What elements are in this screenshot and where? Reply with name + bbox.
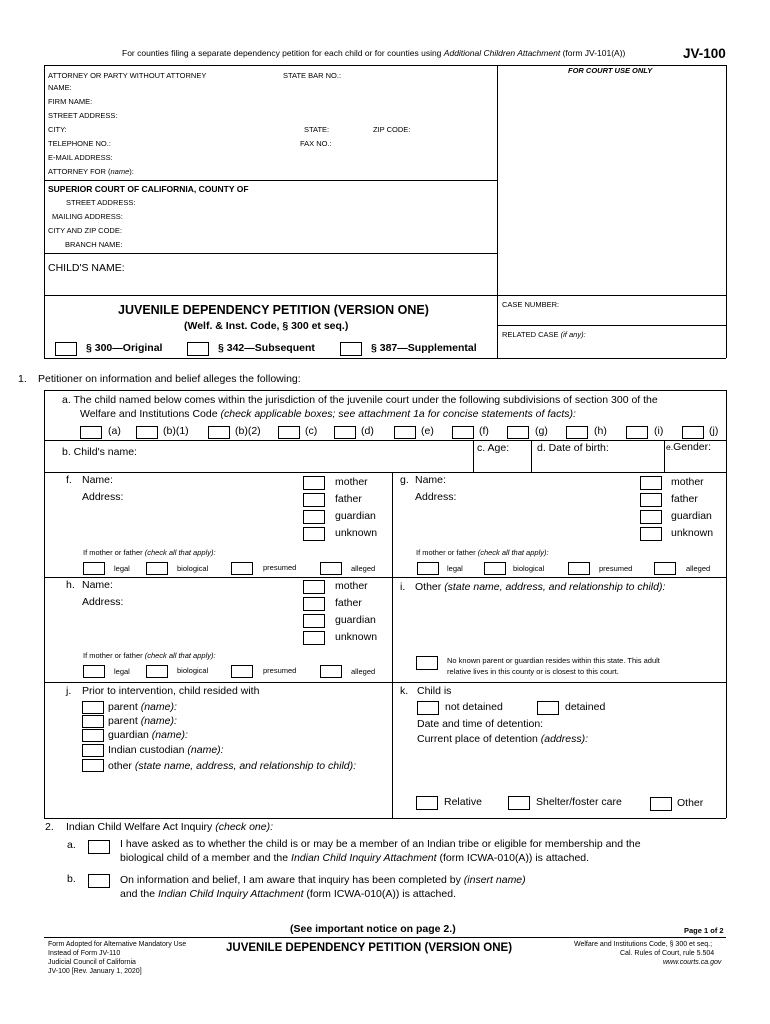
relative-checkbox[interactable]	[416, 796, 438, 810]
divider	[497, 65, 498, 358]
court-use-label: FOR COURT USE ONLY	[568, 66, 653, 75]
subdivision-a-label: (a)	[108, 425, 121, 437]
state-field[interactable]: STATE:	[304, 125, 330, 134]
f-legal-label: legal	[114, 564, 130, 573]
divider	[44, 390, 726, 391]
item1-text: Petitioner on information and belief alleges the following:	[38, 373, 301, 385]
item1f-address-field[interactable]: Address:	[82, 491, 124, 503]
divider	[473, 440, 474, 472]
divider	[531, 440, 532, 472]
item2b-line1[interactable]: On information and belief, I am aware that inquiry has been completed by (insert name)	[120, 874, 526, 886]
no-parent-checkbox[interactable]	[416, 656, 438, 670]
subdivision-j-checkbox[interactable]	[682, 426, 704, 439]
item2-number: 2.	[45, 821, 54, 833]
fax-field[interactable]: FAX NO.:	[300, 139, 332, 148]
divider	[726, 390, 727, 818]
item1f-letter: f.	[66, 474, 72, 486]
h-father-label: father	[335, 597, 362, 609]
f-if-parent-note: If mother or father (check all that apply):	[83, 548, 216, 557]
item1-number: 1.	[18, 373, 27, 385]
subdivision-f-checkbox[interactable]	[452, 426, 474, 439]
divider	[664, 440, 665, 472]
h-biological-checkbox[interactable]	[146, 665, 168, 678]
state-bar-label[interactable]: STATE BAR NO.:	[283, 71, 342, 80]
g-alleged-checkbox[interactable]	[654, 562, 676, 575]
item2b-line2: and the Indian Child Inquiry Attachment (form ICWA-010(A)) is attached.	[120, 888, 456, 900]
divider	[497, 325, 726, 326]
item1i-letter: i.	[400, 581, 406, 593]
divider	[44, 390, 45, 818]
j-parent2-field[interactable]: parent (name):	[108, 715, 177, 727]
item1k-text: Child is	[417, 685, 452, 697]
item1i-other-field[interactable]: Other (state name, address, and relationship to child):	[415, 581, 666, 593]
subdivision-h-checkbox[interactable]	[566, 426, 588, 439]
street-address-field[interactable]: STREET ADDRESS:	[48, 111, 118, 120]
divider	[44, 358, 726, 359]
g-legal-checkbox[interactable]	[417, 562, 439, 575]
child-name-field[interactable]: b. Child's name:	[62, 446, 137, 458]
f-mother-checkbox[interactable]	[303, 476, 325, 490]
case-number-field[interactable]: CASE NUMBER:	[502, 300, 560, 309]
subdivision-c-checkbox[interactable]	[278, 426, 300, 439]
item2a-letter: a.	[67, 839, 76, 851]
detention-time-field[interactable]: Date and time of detention:	[417, 718, 544, 730]
other-placement-checkbox[interactable]	[650, 797, 672, 811]
h-mother-checkbox[interactable]	[303, 580, 325, 594]
f-alleged-label: alleged	[351, 564, 376, 573]
original-checkbox[interactable]	[55, 342, 77, 356]
subdivision-b2-checkbox[interactable]	[208, 426, 230, 439]
h-unknown-checkbox[interactable]	[303, 631, 325, 645]
item1j-letter: j.	[66, 685, 72, 697]
subdivision-j-label: (j)	[709, 425, 719, 437]
f-presumed-label: presumed	[263, 563, 297, 572]
item1k-letter: k.	[400, 685, 409, 697]
j-indian-custodian-checkbox[interactable]	[82, 744, 104, 757]
subdivision-d-label: (d)	[361, 425, 374, 437]
divider	[44, 440, 726, 441]
adopted-line-1: Form Adopted for Alternative Mandatory Use	[48, 941, 187, 948]
g-presumed-checkbox[interactable]	[568, 562, 590, 575]
subdivision-e-checkbox[interactable]	[394, 426, 416, 439]
h-biological-label: biological	[177, 666, 209, 675]
h-unknown-label: unknown	[335, 631, 378, 643]
h-guardian-label: guardian	[335, 614, 376, 626]
item2a-line1: I have asked as to whether the child is or may be a member of an Indian tribe or eligible for membership and the	[120, 838, 641, 850]
f-father-label: father	[335, 493, 362, 505]
f-unknown-label: unknown	[335, 527, 378, 539]
page-number: Page 1 of 2	[684, 926, 724, 935]
f-guardian-checkbox[interactable]	[303, 510, 325, 524]
original-label: § 300—Original	[86, 342, 163, 354]
h-legal-label: legal	[114, 667, 130, 676]
item1a-line2: Welfare and Institutions Code (check applicable boxes; see attachment 1a for concise statements of facts):	[80, 408, 576, 420]
court-mailing-field[interactable]: MAILING ADDRESS:	[52, 212, 123, 221]
telephone-field[interactable]: TELEPHONE NO.:	[48, 139, 111, 148]
counties-note: For counties filing a separate dependency petition for each child or for counties using Additional Children Attachment (form JV-101(A))	[122, 48, 626, 58]
court-city-zip-field[interactable]: CITY AND ZIP CODE:	[48, 226, 122, 235]
dob-field[interactable]: d. Date of birth:	[537, 442, 609, 454]
g-mother-label: mother	[671, 476, 704, 488]
g-unknown-label: unknown	[671, 527, 714, 539]
g-legal-label: legal	[447, 564, 463, 573]
j-parent1-checkbox[interactable]	[82, 701, 104, 714]
item1h-name-field[interactable]: Name:	[82, 579, 113, 591]
item1h-letter: h.	[66, 579, 75, 591]
supplemental-label: § 387—Supplemental	[371, 342, 477, 354]
item1f-name-field[interactable]: Name:	[82, 474, 113, 486]
j-other-checkbox[interactable]	[82, 759, 104, 772]
icwa-a-checkbox[interactable]	[88, 840, 110, 854]
f-mother-label: mother	[335, 476, 368, 488]
f-alleged-checkbox[interactable]	[320, 562, 342, 575]
h-presumed-label: presumed	[263, 666, 297, 675]
subdivision-e-label: (e)	[421, 425, 434, 437]
subdivision-b1-label: (b)(1)	[163, 425, 189, 437]
g-guardian-label: guardian	[671, 510, 712, 522]
item1h-address-field[interactable]: Address:	[82, 596, 124, 608]
subdivision-c-label: (c)	[305, 425, 318, 437]
j-indian-custodian-field[interactable]: Indian custodian (name):	[108, 744, 224, 756]
h-presumed-checkbox[interactable]	[231, 665, 253, 678]
item1g-address-field[interactable]: Address:	[415, 491, 457, 503]
divider	[44, 682, 726, 683]
other-placement-label: Other	[677, 797, 704, 809]
gender-field[interactable]: e.Gender:	[666, 441, 712, 453]
divider	[44, 937, 726, 938]
no-parent-text-2: relative lives in this county or is closest to this court.	[447, 667, 619, 676]
divider	[44, 295, 726, 296]
divider	[392, 472, 393, 818]
no-parent-text-1: No known parent or guardian resides within this state. This adult	[447, 656, 660, 665]
g-unknown-checkbox[interactable]	[640, 527, 662, 541]
shelter-checkbox[interactable]	[508, 796, 530, 810]
age-field[interactable]: c. Age:	[477, 442, 510, 454]
g-father-checkbox[interactable]	[640, 493, 662, 507]
subdivision-f-label: (f)	[479, 425, 489, 437]
item2a-line2: biological child of a member and the Indian Child Inquiry Attachment (form ICWA-010(A)) is attached.	[120, 852, 590, 864]
relative-label: Relative	[444, 796, 482, 808]
f-presumed-checkbox[interactable]	[231, 562, 253, 575]
subsequent-checkbox[interactable]	[187, 342, 209, 356]
divider	[44, 180, 497, 181]
f-biological-label: biological	[177, 564, 209, 573]
j-guardian-checkbox[interactable]	[82, 729, 104, 742]
g-alleged-label: alleged	[686, 564, 711, 573]
email-field[interactable]: E-MAIL ADDRESS:	[48, 153, 113, 162]
item1g-name-field[interactable]: Name:	[415, 474, 446, 486]
court-street-field[interactable]: STREET ADDRESS:	[66, 198, 136, 207]
attorney-for-field[interactable]: ATTORNEY FOR (name):	[48, 167, 134, 176]
f-biological-checkbox[interactable]	[146, 562, 168, 575]
form-id: JV-100	[683, 46, 726, 61]
divider	[44, 472, 726, 473]
f-guardian-label: guardian	[335, 510, 376, 522]
not-detained-label: not detained	[445, 701, 503, 713]
website-link[interactable]: www.courts.ca.gov	[663, 959, 722, 966]
divider	[44, 818, 726, 819]
j-guardian-field[interactable]: guardian (name):	[108, 729, 188, 741]
divider	[44, 577, 726, 578]
childs-name-field[interactable]: CHILD'S NAME:	[48, 262, 125, 274]
f-unknown-checkbox[interactable]	[303, 527, 325, 541]
petition-title: JUVENILE DEPENDENCY PETITION (VERSION ONE)	[118, 303, 429, 317]
g-mother-checkbox[interactable]	[640, 476, 662, 490]
city-field[interactable]: CITY:	[48, 125, 67, 134]
f-legal-checkbox[interactable]	[83, 562, 105, 575]
subdivision-g-label: (g)	[535, 425, 548, 437]
divider	[726, 65, 727, 358]
court-branch-field[interactable]: BRANCH NAME:	[65, 240, 123, 249]
h-if-parent-note: If mother or father (check all that apply):	[83, 651, 216, 660]
firm-name-field[interactable]: FIRM NAME:	[48, 97, 93, 106]
h-alleged-label: alleged	[351, 667, 376, 676]
h-legal-checkbox[interactable]	[83, 665, 105, 678]
subdivision-i-label: (i)	[654, 425, 664, 437]
h-mother-label: mother	[335, 580, 368, 592]
detained-label: detained	[565, 701, 606, 713]
not-detained-checkbox[interactable]	[417, 701, 439, 715]
related-case-field[interactable]: RELATED CASE (if any):	[502, 330, 586, 339]
adopted-line-3: Judicial Council of California	[48, 959, 136, 966]
j-other-field[interactable]: other (state name, address, and relationship to child):	[108, 760, 357, 772]
court-title: SUPERIOR COURT OF CALIFORNIA, COUNTY OF	[48, 184, 249, 194]
item2b-letter: b.	[67, 873, 76, 885]
g-biological-label: biological	[513, 564, 545, 573]
attorney-name-field[interactable]: NAME:	[48, 83, 72, 92]
item1j-text: Prior to intervention, child resided with	[82, 685, 260, 697]
g-guardian-checkbox[interactable]	[640, 510, 662, 524]
h-father-checkbox[interactable]	[303, 597, 325, 611]
g-father-label: father	[671, 493, 698, 505]
item2-text: Indian Child Welfare Act Inquiry (check one):	[66, 821, 274, 833]
j-parent1-field[interactable]: parent (name):	[108, 701, 177, 713]
f-father-checkbox[interactable]	[303, 493, 325, 507]
icwa-b-checkbox[interactable]	[88, 874, 110, 888]
supplemental-checkbox[interactable]	[340, 342, 362, 356]
divider	[44, 65, 45, 358]
important-notice: (See important notice on page 2.)	[290, 923, 456, 935]
shelter-label: Shelter/foster care	[536, 796, 622, 808]
subsequent-label: § 342—Subsequent	[218, 342, 315, 354]
g-if-parent-note: If mother or father (check all that apply):	[416, 548, 549, 557]
subdivision-g-checkbox[interactable]	[507, 426, 529, 439]
detained-checkbox[interactable]	[537, 701, 559, 715]
g-presumed-label: presumed	[599, 564, 633, 573]
item1a-line1: a. The child named below comes within the jurisdiction of the juvenile court under the following subdivisions of section 300 of the	[62, 394, 658, 406]
attorney-label: ATTORNEY OR PARTY WITHOUT ATTORNEY	[48, 71, 207, 80]
code-line-1: Welfare and Institutions Code, § 300 et seq.;	[574, 941, 713, 948]
item1g-letter: g.	[400, 474, 409, 486]
h-guardian-checkbox[interactable]	[303, 614, 325, 628]
subdivision-a-checkbox[interactable]	[80, 426, 102, 439]
g-biological-checkbox[interactable]	[484, 562, 506, 575]
subdivision-i-checkbox[interactable]	[626, 426, 648, 439]
subdivision-d-checkbox[interactable]	[334, 426, 356, 439]
j-parent2-checkbox[interactable]	[82, 715, 104, 728]
petition-subtitle: (Welf. & Inst. Code, § 300 et seq.)	[184, 320, 349, 332]
divider	[44, 253, 497, 254]
adopted-line-4: JV-100 [Rev. January 1, 2020]	[48, 968, 142, 975]
h-alleged-checkbox[interactable]	[320, 665, 342, 678]
adopted-line-2: Instead of Form JV-110	[48, 950, 121, 957]
subdivision-b2-label: (b)(2)	[235, 425, 261, 437]
zip-field[interactable]: ZIP CODE:	[373, 125, 411, 134]
subdivision-h-label: (h)	[594, 425, 607, 437]
detention-place-field[interactable]: Current place of detention (address):	[417, 733, 589, 745]
code-line-2: Cal. Rules of Court, rule 5.504	[620, 950, 715, 957]
footer-title: JUVENILE DEPENDENCY PETITION (VERSION ONE)	[226, 942, 513, 954]
subdivision-b1-checkbox[interactable]	[136, 426, 158, 439]
